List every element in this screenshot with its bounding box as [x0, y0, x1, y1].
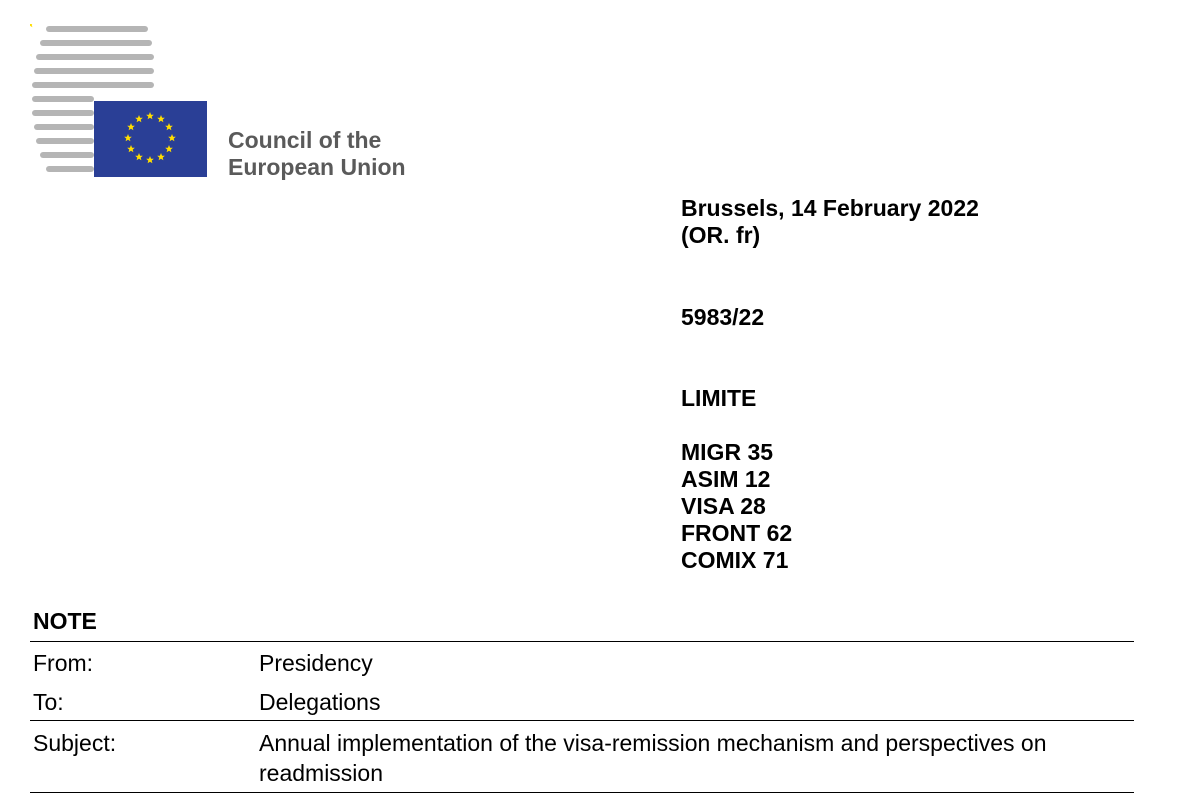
classification-code: VISA 28 [681, 493, 766, 519]
classification-code: ASIM 12 [681, 466, 771, 492]
eu-flag-icon [94, 101, 207, 177]
table-bottom-rule [30, 792, 1134, 793]
to-label: To: [33, 689, 64, 715]
from-label: From: [33, 650, 94, 676]
note-title: NOTE [33, 608, 97, 634]
subject-value: Annual implementation of the visa-remission mechanism and perspectives on readmission [259, 730, 1047, 786]
classification-code: COMIX 71 [681, 547, 789, 573]
place-date: Brussels, 14 February 2022 [681, 195, 979, 221]
distribution-marking: LIMITE [681, 385, 757, 411]
from-value: Presidency [259, 650, 373, 676]
table-middle-rule [30, 720, 1134, 721]
classification-codes [681, 439, 792, 574]
to-value: Delegations [259, 689, 381, 715]
classification-code: MIGR 35 [681, 439, 774, 465]
organization-name-line1: Council of the [228, 127, 382, 153]
subject-label: Subject: [33, 730, 117, 756]
document-date-block [681, 195, 979, 249]
organization-name-line2: European Union [228, 154, 406, 180]
classification-code: FRONT 62 [681, 520, 793, 546]
organization-name [228, 127, 406, 181]
table-top-rule [30, 641, 1134, 642]
original-language: (OR. fr) [681, 222, 761, 248]
document-number: 5983/22 [681, 304, 765, 330]
